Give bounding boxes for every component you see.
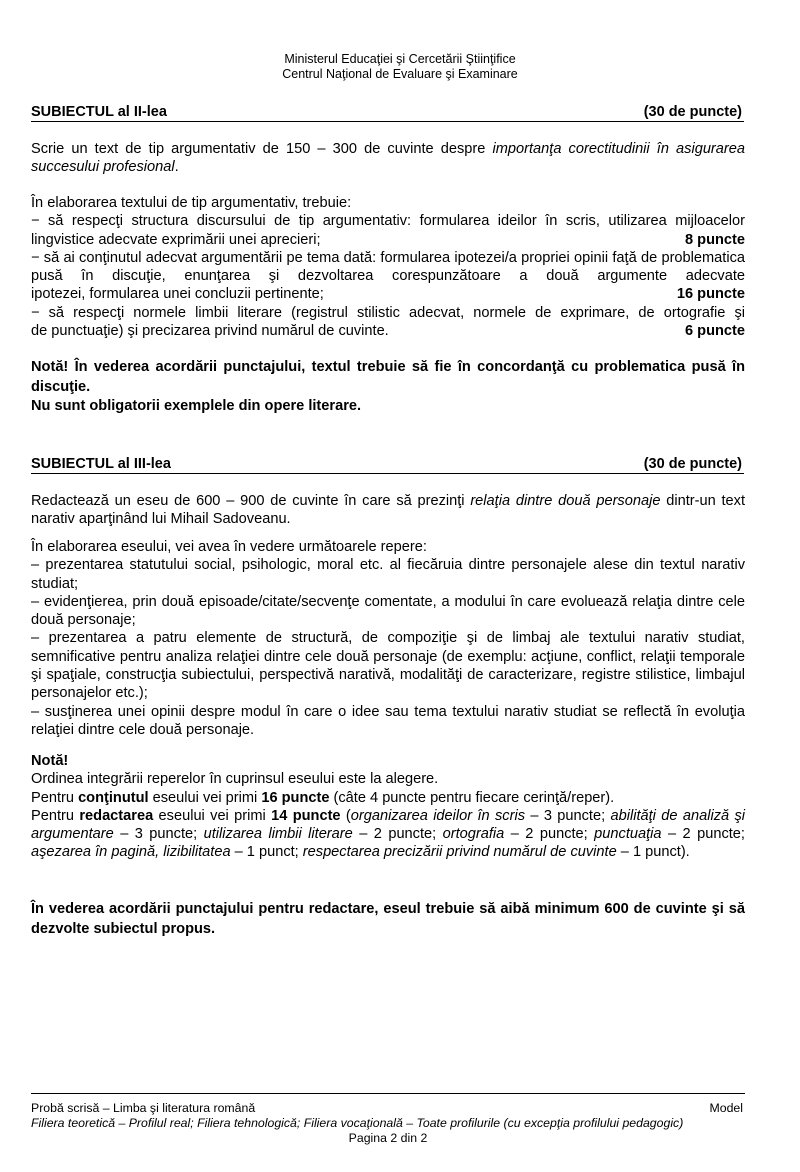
prompt-end: dintr-un text narativ aparţinând lui Mihail Sadoveanu. bbox=[31, 493, 745, 528]
criterion: ortografia bbox=[442, 826, 505, 843]
note-concordance: Notă! În vederea acordării punctajului, textul trebuie să fie în concordanţă cu problematica pusă în discuţie. bbox=[31, 359, 745, 395]
req-2-line-b bbox=[31, 285, 745, 303]
prompt-text: Redactează un eseu de 600 – 900 de cuvinte în care să prezinţi bbox=[31, 493, 471, 509]
section-2-note bbox=[31, 358, 745, 417]
note-order: Ordinea integrării reperelor în cuprinsul eseului este la alegere. bbox=[31, 771, 439, 788]
text: – 2 puncte; bbox=[504, 826, 595, 843]
text: – 3 puncte; bbox=[113, 826, 204, 843]
landmark-2: – evidenţierea, prin două episoade/citate/secvenţe comentate, a modului în care evoluează relaţia dintre cele două personaje; bbox=[31, 593, 745, 629]
criterion: punctuaţia bbox=[594, 826, 662, 843]
criterion: utilizarea limbii literare bbox=[203, 826, 353, 843]
req-3-text: de punctuaţie) şi precizarea privind numărul de cuvinte. bbox=[31, 323, 389, 340]
criterion: abilităţi de analiză şi argumentare bbox=[31, 807, 745, 843]
req-1-points: 8 puncte bbox=[679, 231, 745, 249]
req-1-text: lingvistice adecvate exprimării unei aprecieri; bbox=[31, 231, 321, 248]
landmark-3: – prezentarea a patru elemente de structură, de compoziţie şi de limbaj ale textului narativ studiat, semnificative pentru analiza relaţiei dintre cele două personaje (de exemplu: acţiune, conflict, relaţii temporale şi spaţiale, construcţia subiectului, perspectivă narativă, modalităţi de caracterizare, registre stilistice, limbajul personajelor etc.); bbox=[31, 630, 745, 702]
text: – 1 punct; bbox=[230, 844, 303, 861]
req-3-points: 6 puncte bbox=[679, 322, 745, 340]
text: – 2 puncte; bbox=[661, 826, 745, 843]
landmarks-intro: În elaborarea eseului, vei avea în vedere următoarele repere: bbox=[31, 539, 427, 555]
content-points: 16 puncte bbox=[261, 789, 330, 806]
req-2-points: 16 puncte bbox=[671, 285, 745, 303]
text: eseului vei primi bbox=[148, 789, 262, 806]
section-3-title: SUBIECTUL al III-lea bbox=[31, 456, 171, 472]
section-3-landmarks bbox=[31, 538, 745, 739]
section-3-note bbox=[31, 752, 745, 862]
document-header bbox=[0, 52, 800, 82]
section-2-prompt bbox=[31, 140, 745, 177]
landmark-1: – prezentarea statutului social, psihologic, moral etc. al fiecăruia dintre personajele alese din textul narativ studiat; bbox=[31, 557, 745, 592]
section-3-points: (30 de puncte) bbox=[643, 456, 742, 472]
section-2-heading bbox=[31, 101, 744, 122]
req-3-line-a: − să respecţi normele limbii literare (registrul stilistic adecvat, normele de exprimare, de ortografie şi bbox=[31, 304, 745, 321]
landmark-4: – susţinerea unei opinii despre modul în care o idee sau tema textului narativ studiat se reflectă în evoluţia relaţiei dintre cele două personaje. bbox=[31, 703, 745, 738]
req-2-line-a: − să ai conţinutul adecvat argumentării pe tema dată: formularea ipotezei/a propriei opinii faţă de problematica pusă în discuţie, enunţarea şi dezvoltarea corespunzătoare a două argumente adecvate bbox=[31, 249, 745, 285]
req-3-line-b bbox=[31, 322, 745, 340]
prompt-end: . bbox=[174, 159, 179, 176]
criterion: organizarea ideilor în scris bbox=[350, 807, 525, 824]
section-2-title: SUBIECTUL al II-lea bbox=[31, 104, 167, 120]
section-3-prompt bbox=[31, 492, 745, 529]
prompt-topic: relaţia dintre două personaje bbox=[470, 493, 661, 509]
text: – 3 puncte; bbox=[525, 807, 611, 824]
footer-profiles: Filiera teoretică – Profilul real; Filiera tehnologică; Filiera vocaţională – Toate profilurile (cu excepţia profilului pedagogic) bbox=[31, 1116, 684, 1130]
text: – 2 puncte; bbox=[352, 826, 443, 843]
note-title: Notă! bbox=[31, 753, 69, 769]
section-2-requirements bbox=[31, 194, 745, 340]
criterion: aşezarea în pagină, lizibilitatea bbox=[31, 844, 231, 861]
req-1-line-a: − să respecţi structura discursului de tip argumentativ: formularea ideilor în scris, utilizarea mijloacelor bbox=[31, 213, 745, 230]
exam-name: Probă scrisă – Limba şi literatura română bbox=[31, 1101, 256, 1115]
prompt-text: Scrie un text de tip argumentativ de 150 – 300 de cuvinte despre bbox=[31, 141, 493, 157]
req-2-text: ipotezei, formularea unei concluzii pertinente; bbox=[31, 286, 324, 303]
prompt-topic: importanţa corectitudinii în asigurarea succesului profesional bbox=[31, 141, 745, 176]
writing-points: 14 puncte bbox=[271, 807, 341, 824]
content-term: conţinutul bbox=[78, 789, 149, 806]
center-name: Centrul Naţional de Evaluare şi Examinare bbox=[282, 67, 518, 81]
text: (câte 4 puncte pentru fiecare cerinţă/reper). bbox=[329, 789, 615, 806]
section-2-points: (30 de puncte) bbox=[643, 104, 742, 120]
text: Pentru bbox=[31, 807, 80, 824]
text: – 1 punct). bbox=[616, 844, 690, 861]
text: Pentru bbox=[31, 789, 79, 806]
note-writing-points bbox=[31, 807, 745, 862]
writing-term: redactarea bbox=[79, 807, 154, 824]
model-label: Model bbox=[709, 1101, 743, 1115]
requirements-intro: În elaborarea textului de tip argumentativ, trebuie: bbox=[31, 195, 352, 211]
document-footer bbox=[31, 1093, 745, 1146]
section-3-final-note: În vederea acordării punctajului pentru redactare, eseul trebuie să aibă minimum 600 de cuvinte şi să dezvolte subiectul propus. bbox=[31, 901, 745, 937]
note-content-points bbox=[31, 789, 745, 807]
note-examples: Nu sunt obligatorii exemplele din opere literare. bbox=[31, 398, 362, 414]
page-number: Pagina 2 din 2 bbox=[348, 1131, 428, 1145]
ministry-name: Ministerul Educaţiei şi Cercetării Ştiinţifice bbox=[284, 52, 516, 66]
req-1-line-b bbox=[31, 231, 745, 249]
footer-line-1 bbox=[31, 1101, 745, 1116]
criterion: respectarea precizării privind numărul de cuvinte bbox=[302, 844, 617, 861]
text: eseului vei primi bbox=[153, 807, 272, 824]
text: ( bbox=[340, 807, 351, 824]
section-3-heading bbox=[31, 453, 744, 474]
